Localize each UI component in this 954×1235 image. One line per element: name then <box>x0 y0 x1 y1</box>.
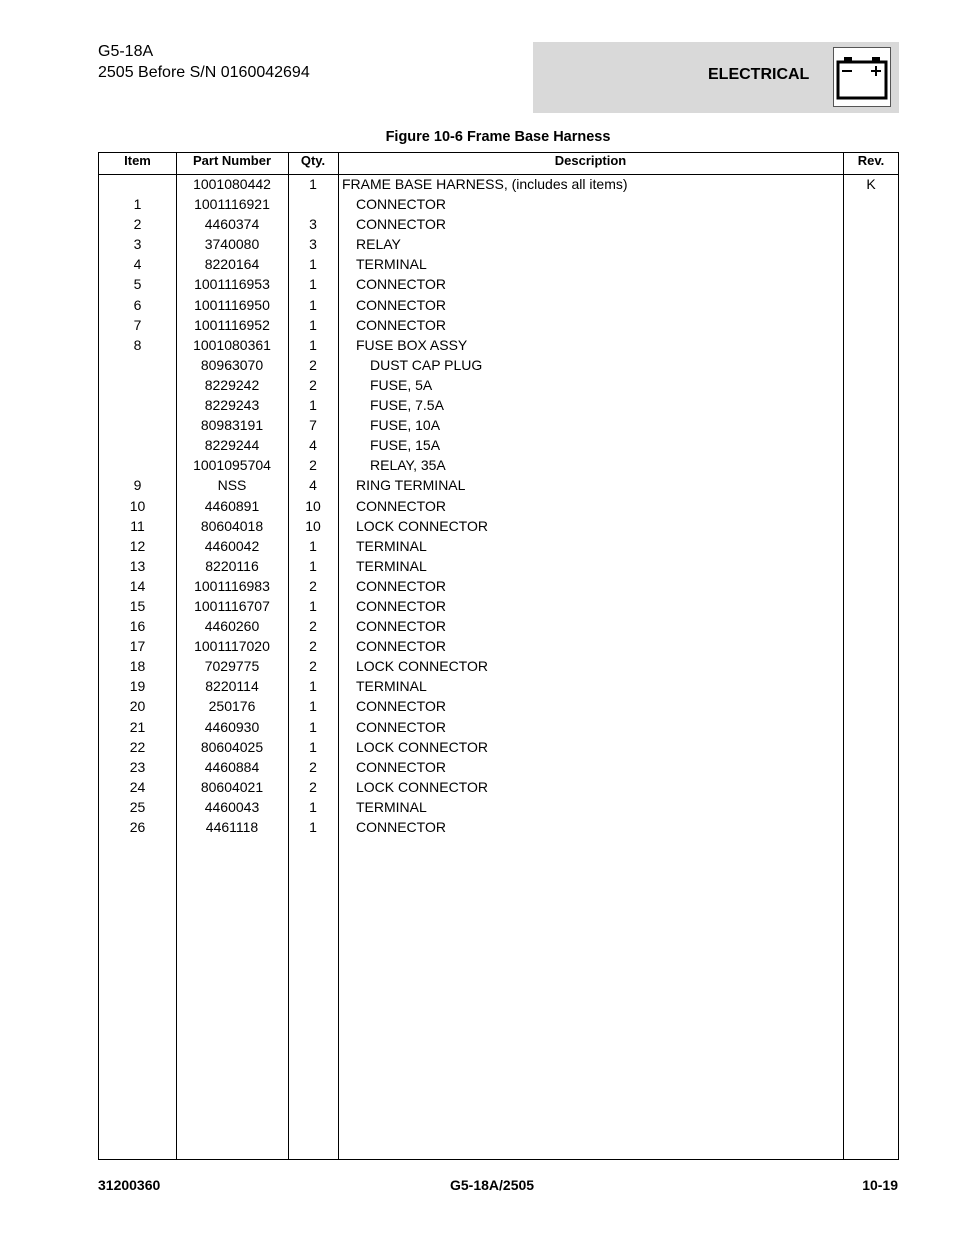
page-number: 10-19 <box>862 1177 898 1193</box>
qty-cell: 2 <box>309 356 317 373</box>
rev-cell: K <box>866 176 876 192</box>
item-cell: 13 <box>129 557 146 574</box>
description-cell: FRAME BASE HARNESS, (includes all items) <box>342 176 628 192</box>
part-number-cell: 80963070 <box>200 356 264 373</box>
part-number-cell: 1001116983 <box>194 577 270 594</box>
description-cell: CONNECTOR <box>356 316 446 333</box>
description-cell: TERMINAL <box>356 557 427 574</box>
table-row <box>99 395 898 415</box>
item-cell: 24 <box>129 778 146 795</box>
description-cell: CONNECTOR <box>356 276 446 293</box>
description-cell: CONNECTOR <box>356 698 446 715</box>
part-number-cell: 4460374 <box>204 216 260 233</box>
description-cell: TERMINAL <box>356 678 427 695</box>
description-cell: FUSE BOX ASSY <box>356 336 468 353</box>
qty-cell: 1 <box>309 256 317 273</box>
battery-icon <box>833 47 891 107</box>
part-number-cell: 250176 <box>208 698 256 715</box>
part-number-cell: 4460260 <box>204 618 260 635</box>
item-cell: 3 <box>133 236 142 253</box>
qty-cell: 10 <box>305 497 321 514</box>
table-row <box>99 636 898 656</box>
header-description: Description <box>554 153 627 168</box>
qty-cell: 1 <box>309 738 317 755</box>
item-cell: 17 <box>129 638 146 655</box>
table-row <box>99 817 898 837</box>
part-number-cell: 4460043 <box>204 798 260 815</box>
description-cell: FUSE, 15A <box>370 437 441 454</box>
part-number-cell: 1001080442 <box>193 176 271 192</box>
table-row <box>99 496 898 516</box>
qty-cell: 3 <box>309 236 317 253</box>
qty-cell: 1 <box>309 336 317 353</box>
qty-cell: 2 <box>309 778 317 795</box>
table-row <box>99 556 898 576</box>
description-cell: FUSE, 7.5A <box>370 397 444 414</box>
part-number-cell: 1001116950 <box>194 296 270 313</box>
qty-cell: 4 <box>309 437 317 454</box>
qty-cell: 1 <box>309 718 317 735</box>
part-number-cell: 80604025 <box>200 738 264 755</box>
description-cell: RELAY, 35A <box>370 457 446 474</box>
part-number-cell: 7029775 <box>204 658 260 675</box>
description-cell: CONNECTOR <box>356 819 446 835</box>
qty-cell: 7 <box>309 417 317 434</box>
description-cell: CONNECTOR <box>356 638 446 655</box>
item-cell: 2 <box>133 216 142 233</box>
description-cell: LOCK CONNECTOR <box>356 778 488 795</box>
part-number-cell: 3740080 <box>204 236 260 253</box>
table-row <box>99 757 898 777</box>
table-row <box>99 295 898 315</box>
item-cell: 22 <box>129 738 146 755</box>
part-number-cell: 1001116921 <box>194 196 270 213</box>
part-number-cell: 8229244 <box>204 437 260 454</box>
table-row <box>99 355 898 375</box>
part-number-cell: 80604021 <box>200 778 264 795</box>
table-row <box>99 435 898 455</box>
table-row <box>99 375 898 395</box>
model-reference: G5-18A/2505 <box>450 1177 535 1193</box>
part-number-cell: 1001116707 <box>194 597 270 614</box>
qty-cell: 2 <box>309 658 317 675</box>
model-name: G5-18A <box>98 43 154 60</box>
qty-cell: 1 <box>309 798 317 815</box>
serial-range: 2505 Before S/N 0160042694 <box>98 64 310 81</box>
part-number-cell: 4460891 <box>204 497 260 514</box>
table-body <box>99 174 898 837</box>
part-number-cell: 8220164 <box>204 256 260 273</box>
description-cell: LOCK CONNECTOR <box>356 738 488 755</box>
part-number-cell: 8220116 <box>205 557 259 574</box>
qty-cell: 2 <box>309 638 317 655</box>
description-cell: CONNECTOR <box>356 597 446 614</box>
qty-cell: 1 <box>309 316 317 333</box>
table-row <box>99 475 898 495</box>
item-cell: 4 <box>133 256 142 273</box>
description-cell: FUSE, 10A <box>370 417 441 434</box>
part-number-cell: 1001116953 <box>194 276 270 293</box>
table-row <box>99 214 898 234</box>
table-row <box>99 596 898 616</box>
item-cell: 12 <box>129 537 146 554</box>
table-row <box>99 415 898 435</box>
table-row <box>99 696 898 716</box>
header-rev: Rev. <box>857 153 885 168</box>
qty-cell: 2 <box>309 618 317 635</box>
table-row <box>99 254 898 274</box>
item-cell: 5 <box>133 276 142 293</box>
qty-cell: 4 <box>309 477 317 494</box>
qty-cell: 3 <box>309 216 317 233</box>
description-cell: CONNECTOR <box>356 497 446 514</box>
qty-cell: 1 <box>309 296 317 313</box>
part-number-cell: 4461118 <box>205 819 259 835</box>
part-number-cell: 1001095704 <box>193 457 271 474</box>
header-qty: Qty. <box>300 153 326 168</box>
qty-cell: 2 <box>309 758 317 775</box>
table-row <box>99 656 898 676</box>
item-cell: 26 <box>129 819 146 835</box>
table-row <box>99 234 898 254</box>
description-cell: RING TERMINAL <box>356 477 466 494</box>
qty-cell: 1 <box>309 537 317 554</box>
item-cell: 25 <box>129 798 146 815</box>
part-number-cell: 1001080361 <box>193 336 271 353</box>
description-cell: LOCK CONNECTOR <box>356 658 488 675</box>
item-cell: 20 <box>129 698 146 715</box>
header-part-number: Part Number <box>192 153 272 168</box>
table-row <box>99 576 898 596</box>
part-number-cell: 1001117020 <box>194 638 270 655</box>
qty-cell: 1 <box>309 276 317 293</box>
item-cell: 15 <box>129 597 146 614</box>
table-row <box>99 274 898 294</box>
model-info <box>98 41 310 83</box>
item-cell: 6 <box>133 296 142 313</box>
item-cell: 7 <box>133 316 142 333</box>
part-number-cell: 4460930 <box>204 718 260 735</box>
qty-cell: 1 <box>309 819 317 835</box>
table-row <box>99 797 898 817</box>
description-cell: CONNECTOR <box>356 718 446 735</box>
table-row <box>99 516 898 536</box>
header-item: Item <box>124 153 151 168</box>
table-row <box>99 536 898 556</box>
table-row <box>99 455 898 475</box>
table-row <box>99 174 898 194</box>
description-cell: CONNECTOR <box>356 618 446 635</box>
part-number-cell: 80604018 <box>200 517 264 534</box>
description-cell: RELAY <box>356 236 401 253</box>
item-cell: 9 <box>133 477 142 494</box>
qty-cell: 1 <box>309 597 317 614</box>
item-cell: 1 <box>133 196 142 213</box>
qty-cell: 2 <box>309 577 317 594</box>
figure-title: Figure 10-6 Frame Base Harness <box>385 129 611 145</box>
table-row <box>99 335 898 355</box>
description-cell: LOCK CONNECTOR <box>356 517 488 534</box>
qty-cell: 1 <box>309 176 317 192</box>
table-row <box>99 616 898 636</box>
item-cell: 19 <box>129 678 146 695</box>
part-number-cell: 1001116952 <box>194 316 270 333</box>
table-row <box>99 315 898 335</box>
description-cell: DUST CAP PLUG <box>370 356 483 373</box>
qty-cell: 10 <box>305 517 321 534</box>
description-cell: TERMINAL <box>356 537 427 554</box>
description-cell: CONNECTOR <box>356 758 446 775</box>
description-cell: CONNECTOR <box>356 577 446 594</box>
part-number-cell: 80983191 <box>200 417 264 434</box>
parts-table <box>98 152 899 1160</box>
part-number-cell: 8229243 <box>204 397 260 414</box>
description-cell: TERMINAL <box>356 798 427 815</box>
description-cell: TERMINAL <box>356 256 427 273</box>
item-cell: 11 <box>130 517 145 534</box>
qty-cell: 1 <box>309 678 317 695</box>
qty-cell: 1 <box>309 557 317 574</box>
item-cell: 18 <box>129 658 146 675</box>
part-number-cell: 4460042 <box>204 537 260 554</box>
part-number-cell: NSS <box>217 477 247 494</box>
table-row <box>99 676 898 696</box>
qty-cell: 1 <box>309 698 317 715</box>
qty-cell: 2 <box>309 457 317 474</box>
table-row <box>99 194 898 214</box>
table-row <box>99 717 898 737</box>
section-header <box>533 42 899 113</box>
description-cell: FUSE, 5A <box>370 376 433 393</box>
item-cell: 8 <box>133 336 142 353</box>
doc-number: 31200360 <box>98 1177 161 1193</box>
table-row <box>99 737 898 757</box>
part-number-cell: 8220114 <box>205 678 259 695</box>
item-cell: 21 <box>129 718 146 735</box>
qty-cell: 1 <box>309 397 317 414</box>
part-number-cell: 4460884 <box>204 758 260 775</box>
qty-cell: 2 <box>309 376 317 393</box>
description-cell: CONNECTOR <box>356 216 446 233</box>
item-cell: 16 <box>129 618 146 635</box>
section-label: ELECTRICAL <box>708 66 810 83</box>
item-cell: 14 <box>129 577 146 594</box>
item-cell: 10 <box>129 497 146 514</box>
description-cell: CONNECTOR <box>356 196 446 213</box>
part-number-cell: 8229242 <box>204 376 260 393</box>
description-cell: CONNECTOR <box>356 296 446 313</box>
table-row <box>99 777 898 797</box>
item-cell: 23 <box>129 758 146 775</box>
